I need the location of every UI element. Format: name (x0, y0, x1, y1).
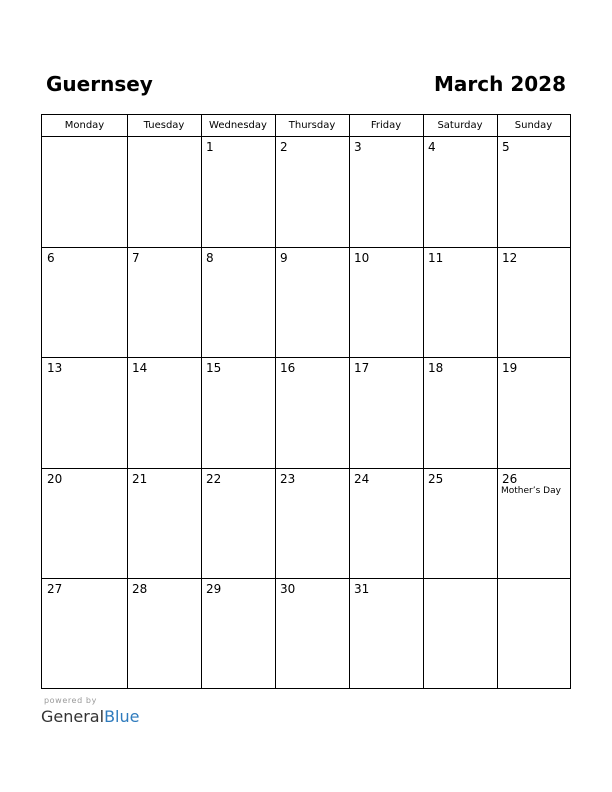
day-number: 23 (280, 472, 296, 486)
weekday-sunday: Sunday (514, 120, 553, 131)
column-divider (275, 115, 276, 688)
day-number: 3 (354, 140, 362, 154)
day-cell (42, 469, 127, 579)
day-cell (127, 358, 201, 469)
day-cell (497, 469, 570, 579)
day-number: 15 (206, 361, 222, 375)
day-number: 10 (354, 251, 370, 265)
day-number: 13 (47, 361, 63, 375)
day-cell (423, 248, 497, 358)
column-divider (349, 115, 350, 688)
day-number: 18 (428, 361, 444, 375)
month-title: March 2028 (434, 72, 566, 96)
day-cell (423, 579, 497, 688)
day-cell (275, 358, 349, 469)
day-cell (349, 248, 423, 358)
day-number: 19 (502, 361, 518, 375)
column-divider (201, 115, 202, 688)
footer-branding (41, 696, 181, 730)
day-number: 4 (428, 140, 436, 154)
weekday-saturday: Saturday (437, 120, 483, 131)
day-cell (275, 137, 349, 248)
day-cell (497, 137, 570, 248)
weekday-thursday: Thursday (288, 120, 336, 131)
day-number: 25 (428, 472, 444, 486)
weekday-header-row (42, 115, 570, 137)
column-divider (423, 115, 424, 688)
day-number: 17 (354, 361, 370, 375)
day-number: 28 (132, 582, 148, 596)
day-number: 24 (354, 472, 370, 486)
day-number: 12 (502, 251, 518, 265)
day-cell (201, 137, 275, 248)
calendar-grid (41, 114, 571, 689)
day-cell (349, 358, 423, 469)
day-cell (42, 248, 127, 358)
day-number: 29 (206, 582, 222, 596)
page-header (41, 70, 571, 100)
day-cell (497, 248, 570, 358)
day-number: 30 (280, 582, 296, 596)
day-cell (42, 358, 127, 469)
day-number: 22 (206, 472, 222, 486)
day-number: 20 (47, 472, 63, 486)
day-number: 9 (280, 251, 288, 265)
logo-text-blue: Blue (104, 707, 140, 726)
day-number: 5 (502, 140, 510, 154)
day-cell (275, 579, 349, 688)
powered-by-text: powered by (44, 696, 97, 705)
day-cell (423, 469, 497, 579)
day-cell (42, 579, 127, 688)
day-number: 27 (47, 582, 63, 596)
day-cell (275, 469, 349, 579)
weekday-tuesday: Tuesday (143, 120, 185, 131)
day-cell (201, 358, 275, 469)
day-cell (127, 579, 201, 688)
day-cell (275, 248, 349, 358)
day-number: 6 (47, 251, 55, 265)
day-number: 26 (502, 472, 518, 486)
day-number: 2 (280, 140, 288, 154)
day-number: 7 (132, 251, 140, 265)
day-number: 16 (280, 361, 296, 375)
day-cell (127, 469, 201, 579)
day-number: 31 (354, 582, 370, 596)
day-cell (349, 469, 423, 579)
day-cell (497, 579, 570, 688)
day-cell (201, 579, 275, 688)
day-cell (349, 137, 423, 248)
day-number: 1 (206, 140, 214, 154)
day-number: 11 (428, 251, 444, 265)
weekday-wednesday: Wednesday (209, 120, 267, 131)
day-number: 8 (206, 251, 214, 265)
column-divider (497, 115, 498, 688)
logo-text-general: General (41, 707, 105, 726)
weekday-friday: Friday (370, 120, 402, 131)
holiday-label: Mother’s Day (501, 486, 561, 496)
weekday-monday: Monday (64, 120, 105, 131)
day-cell (201, 469, 275, 579)
generalblue-logo[interactable] (41, 707, 139, 727)
day-cell (127, 248, 201, 358)
day-number: 21 (132, 472, 148, 486)
day-cell (127, 137, 201, 248)
day-number: 14 (132, 361, 148, 375)
region-title: Guernsey (46, 72, 153, 96)
day-cell (42, 137, 127, 248)
column-divider (127, 115, 128, 688)
day-cell (423, 137, 497, 248)
day-cell (201, 248, 275, 358)
day-cell (349, 579, 423, 688)
day-cell (497, 358, 570, 469)
day-cell (423, 358, 497, 469)
